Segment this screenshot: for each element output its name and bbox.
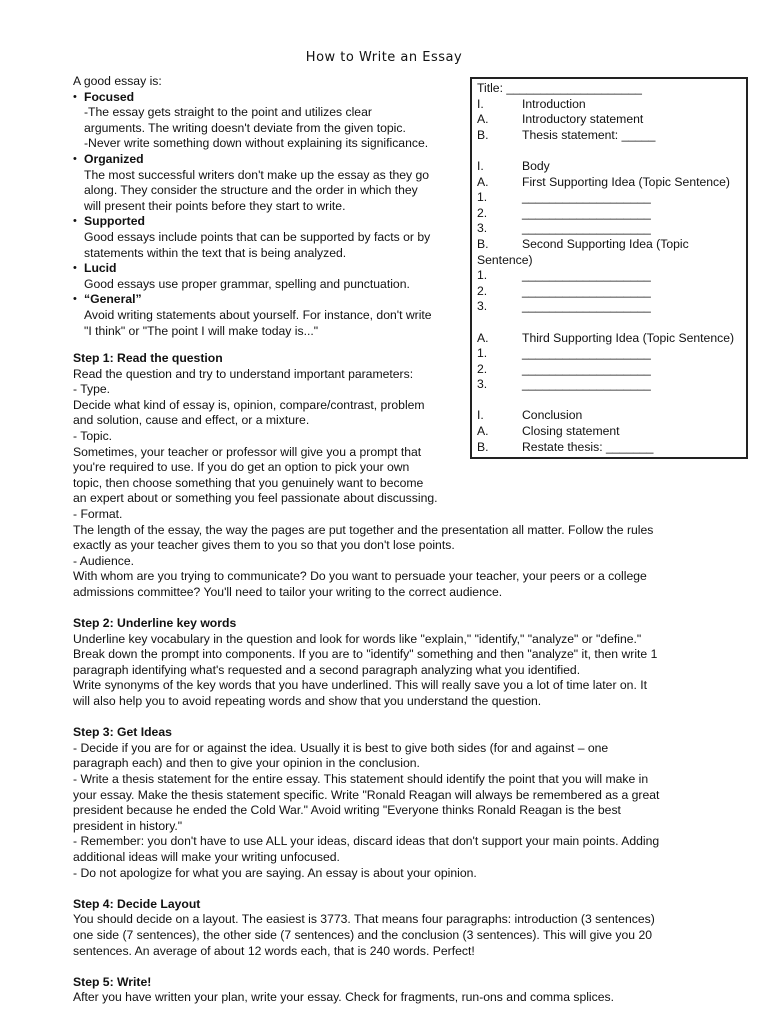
outline-number: 1. <box>477 268 488 283</box>
step-line: With whom are you trying to communicate? Do you want to persuade your teacher, your peers or a college <box>73 569 647 584</box>
outline-number: Title: ____________________ <box>477 81 642 95</box>
step-line: - Write a thesis statement for the entire essay. This statement should identify the point that you will make in <box>73 772 649 787</box>
outline-row <box>477 190 746 206</box>
step-line: - Decide if you are for or against the idea. Usually it is best to give both sides (for and against – one <box>73 740 609 755</box>
outline-row <box>477 81 746 97</box>
outline-row <box>477 268 746 284</box>
outline-row <box>477 221 746 237</box>
step-line: Read the question and try to understand important parameters: <box>73 366 414 381</box>
outline-number: A. <box>477 174 489 189</box>
step-line: exactly as your teacher gives them to you so that you don't lose points. <box>73 538 455 553</box>
outline-text: First Supporting Idea (Topic Sentence) <box>522 174 730 189</box>
outline-row <box>477 237 746 253</box>
step-line: paragraph identifying what's requested and a second paragraph analyzing what you identified. <box>73 662 581 677</box>
outline-number: B. <box>477 127 489 142</box>
outline-text: Thesis statement: _____ <box>522 127 656 142</box>
outline-row <box>477 299 746 315</box>
quality-heading: • “General” <box>84 292 142 307</box>
outline-text: ___________________ <box>522 221 651 236</box>
step-heading: Step 1: Read the question <box>73 351 223 365</box>
step-line: You should decide on a layout. The easiest is 3773. That means four paragraphs: introduction (3 sentences) <box>73 912 655 927</box>
quality-line: statements within the text that is being analyzed. <box>84 245 347 260</box>
quality-line: arguments. The writing doesn't deviate from the given topic. <box>84 120 406 135</box>
qualities-list <box>73 90 463 340</box>
outline-text: Introduction <box>522 96 586 111</box>
outline-number: 3. <box>477 221 488 236</box>
step-line: - Do not apologize for what you are saying. An essay is about your opinion. <box>73 865 477 880</box>
step-line: president in history." <box>73 818 183 833</box>
step-heading: Step 3: Get Ideas <box>73 725 172 740</box>
outline-row <box>477 128 746 144</box>
quality-item <box>73 261 463 292</box>
step-line: you're required to use. If you do get an option to pick your own <box>73 460 410 475</box>
step-line: Write synonyms of the key words that you have underlined. This will really save you a lot of time later on. It <box>73 678 647 693</box>
outline-row <box>477 331 746 347</box>
step-heading: Step 2: Underline key words <box>73 616 237 631</box>
outline-text: ___________________ <box>522 205 651 220</box>
outline-row <box>477 206 746 222</box>
outline-text: ___________________ <box>522 346 651 361</box>
outline-number: A. <box>477 330 489 345</box>
outline-number: 1. <box>477 346 488 361</box>
quality-heading: • Supported <box>84 214 145 229</box>
intro-lead: A good essay is: <box>73 74 162 88</box>
outline-number: 3. <box>477 377 488 392</box>
outline-number: I. <box>477 158 484 173</box>
quality-heading: • Organized <box>84 151 144 166</box>
outline-text: Second Supporting Idea (Topic <box>522 236 689 251</box>
outline-number: 2. <box>477 205 488 220</box>
quality-line: Good essays use proper grammar, spelling and punctuation. <box>84 276 410 291</box>
outline-text: Closing statement <box>522 424 620 439</box>
outline-row <box>477 159 746 175</box>
outline-number: B. <box>477 439 489 454</box>
quality-item <box>73 214 463 261</box>
outline-number: A. <box>477 424 489 439</box>
step-line: The length of the essay, the way the pages are put together and the presentation all matter. Follow the rules <box>73 522 654 537</box>
step-line: your essay. Make the thesis statement specific. Write "Ronald Reagan will always be remembered as a great <box>73 787 660 802</box>
step-line: Decide what kind of essay is, opinion, compare/contrast, problem <box>73 397 425 412</box>
outline-text: ___________________ <box>522 361 651 376</box>
outline-text: Restate thesis: _______ <box>522 439 654 454</box>
outline-number: I. <box>477 96 484 111</box>
steps-section <box>73 351 743 1006</box>
outline-number: 2. <box>477 361 488 376</box>
quality-line: along. They consider the structure and the order in which they <box>84 183 418 198</box>
step-heading: Step 4: Decide Layout <box>73 896 201 911</box>
quality-heading: • Lucid <box>84 261 117 276</box>
outline-row <box>477 97 746 113</box>
outline-row <box>477 253 746 269</box>
intro-section <box>73 74 463 339</box>
quality-item <box>73 152 463 214</box>
outline-text: ___________________ <box>522 190 651 205</box>
step-line: - Format. <box>73 506 123 521</box>
outline-text: ___________________ <box>522 268 651 283</box>
outline-number: 3. <box>477 299 488 314</box>
outline-text: ___________________ <box>522 283 651 298</box>
outline-text: ___________________ <box>522 377 651 392</box>
outline-text: Third Supporting Idea (Topic Sentence) <box>522 330 735 345</box>
quality-line: will present their points before they start to write. <box>84 198 346 213</box>
step-line: an expert about or something you feel passionate about discussing. <box>73 491 438 506</box>
quality-line: -Never write something down without explaining its significance. <box>84 136 429 151</box>
step-heading: Step 5: Write! <box>73 974 152 989</box>
quality-line: -The essay gets straight to the point and utilizes clear <box>84 105 372 120</box>
outline-number: A. <box>477 112 489 127</box>
outline-number: 2. <box>477 283 488 298</box>
outline-row <box>477 112 746 128</box>
step-line: - Audience. <box>73 553 134 568</box>
step-line: sentences. An average of about 12 words each, that is 240 words. Perfect! <box>73 943 475 958</box>
outline-row <box>477 284 746 300</box>
outline-text: Conclusion <box>522 408 583 423</box>
step-line: paragraph each) and then to give your opinion in the conclusion. <box>73 756 420 771</box>
step-line: president because he ended the Cold War." Avoid writing "Everyone thinks Ronald Reagan is the best <box>73 803 621 818</box>
step-line: additional ideas will make your writing unfocused. <box>73 850 340 864</box>
outline-number: I. <box>477 408 484 423</box>
outline-number: Sentence) <box>477 252 533 267</box>
outline-text: Introductory statement <box>522 112 644 127</box>
outline-text: Body <box>522 158 550 173</box>
step-line: Break down the prompt into components. If you are to "identify" something and then "analyze" it, then write 1 <box>73 647 658 662</box>
quality-heading: • Focused <box>84 89 135 104</box>
quality-item <box>73 292 463 339</box>
outline-text: ___________________ <box>522 299 651 314</box>
step-line: Underline key vocabulary in the question and look for words like "explain," "identify," "analyze" or "define." <box>73 631 642 646</box>
quality-line: The most successful writers don't make up the essay as they go <box>84 167 430 182</box>
quality-line: Avoid writing statements about yourself. For instance, don't write <box>84 307 432 322</box>
outline-row <box>477 175 746 191</box>
step-line: - Remember: you don't have to use ALL your ideas, discard ideas that don't support your main points. Adding <box>73 834 660 849</box>
outline-number: 1. <box>477 190 488 205</box>
step-line: After you have written your plan, write your essay. Check for fragments, run-ons and comma splices. <box>73 990 614 1005</box>
step-line: will also help you to avoid repeating words and show that you understand the question. <box>73 694 542 709</box>
step-line: - Topic. <box>73 428 113 443</box>
quality-item <box>73 90 463 152</box>
page-title: How to Write an Essay <box>305 50 463 65</box>
step-line: topic, then choose something that you genuinely want to become <box>73 475 424 490</box>
step-line: Sometimes, your teacher or professor will give you a prompt that <box>73 444 422 459</box>
quality-line: Good essays include points that can be supported by facts or by <box>84 229 431 244</box>
step-line: and solution, cause and effect, or a mixture. <box>73 413 310 428</box>
step-line: - Type. <box>73 382 111 397</box>
step-line: admissions committee? You'll need to tailor your writing to the correct audience. <box>73 584 503 599</box>
quality-line: "I think" or "The point I will make today is..." <box>84 323 319 338</box>
outline-number: B. <box>477 236 489 251</box>
step-line: one side (7 sentences), the other side (7 sentences) and the conclusion (3 sentences). This will give you 20 <box>73 927 653 942</box>
